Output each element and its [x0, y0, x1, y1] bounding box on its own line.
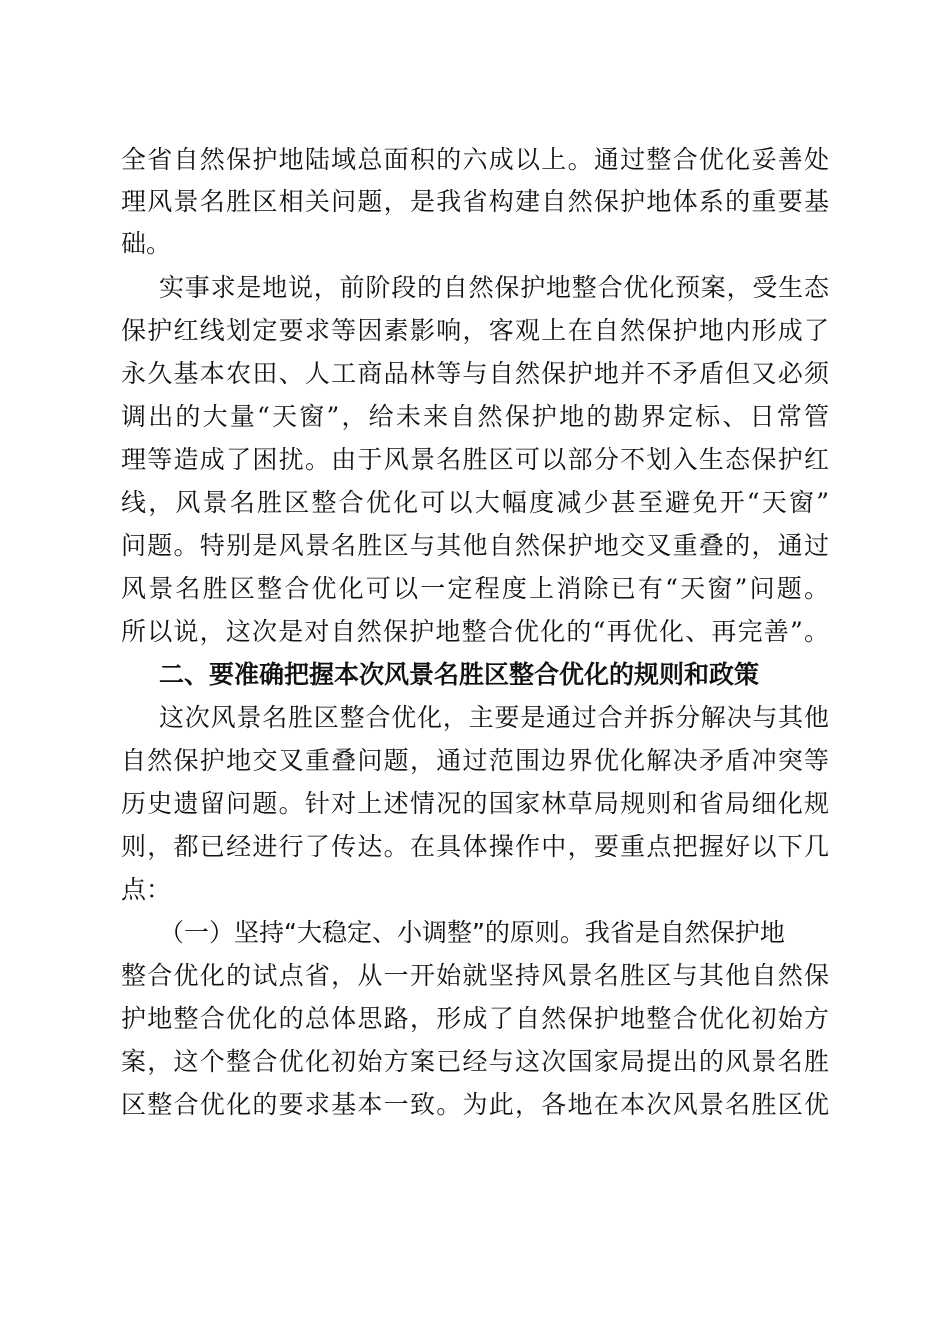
subheading-1: （一）坚持“大稳定、小调整”的原则。 [159, 918, 585, 947]
text-line: 整合优化的试点省，从一开始就坚持风景名胜区与其他自然保 [121, 961, 829, 990]
text-line: 永久基本农田、人工商品林等与自然保护地并不矛盾但又必须 [121, 359, 829, 388]
text-line-subheading [121, 915, 829, 951]
text-line: 点： [121, 875, 172, 904]
text-line: 问题。特别是风景名胜区与其他自然保护地交叉重叠的，通过 [121, 531, 829, 560]
text-line: 所以说，这次是对自然保护地整合优化的“再优化、再完善”。 [121, 617, 829, 646]
text-line: 这次风景名胜区整合优化，主要是通过合并拆分解决与其他 [159, 703, 829, 732]
text-line: 理等造成了困扰。由于风景名胜区可以部分不划入生态保护红 [121, 445, 829, 474]
text-line: 风景名胜区整合优化可以一定程度上消除已有“天窗”问题。 [121, 574, 829, 603]
text-line: 自然保护地交叉重叠问题，通过范围边界优化解决矛盾冲突等 [121, 746, 829, 775]
text-line: 护地整合优化的总体思路，形成了自然保护地整合优化初始方 [121, 1004, 829, 1033]
text-line: 保护红线划定要求等因素影响，客观上在自然保护地内形成了 [121, 316, 829, 345]
text-line: 理风景名胜区相关问题，是我省构建自然保护地体系的重要基 [121, 187, 829, 216]
section-heading: 二、要准确把握本次风景名胜区整合优化的规则和政策 [159, 660, 760, 689]
text-line: 实事求是地说，前阶段的自然保护地整合优化预案，受生态 [159, 273, 829, 302]
text-line: 础。 [121, 229, 172, 258]
text-line: 则，都已经进行了传达。在具体操作中，要重点把握好以下几 [121, 832, 829, 861]
text-line: 案，这个整合优化初始方案已经与这次国家局提出的风景名胜 [121, 1047, 829, 1076]
text-line: 线，风景名胜区整合优化可以大幅度减少甚至避免开“天窗” [121, 488, 829, 517]
text-line: 调出的大量“天窗”，给未来自然保护地的勘界定标、日常管 [121, 402, 829, 431]
text-line: 全省自然保护地陆域总面积的六成以上。通过整合优化妥善处 [121, 145, 829, 174]
text-line: 历史遗留问题。针对上述情况的国家林草局规则和省局细化规 [121, 789, 829, 818]
text-run: 我省是自然保护地 [584, 918, 785, 947]
text-line: 区整合优化的要求基本一致。为此，各地在本次风景名胜区优 [121, 1090, 829, 1119]
